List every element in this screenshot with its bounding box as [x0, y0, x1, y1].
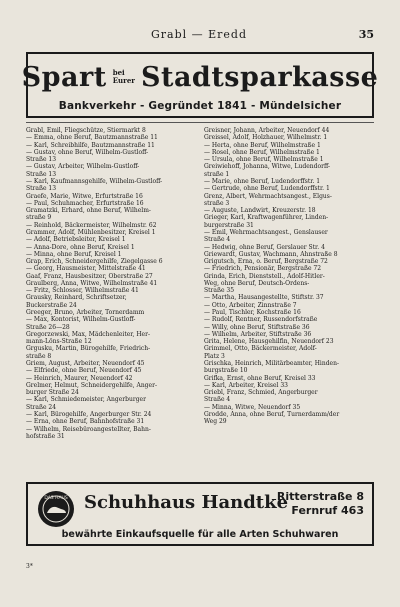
directory-entry: Gaaf, Franz, Hausbesitzer, Oberstraße 27: [26, 272, 153, 280]
directory-entry: — Karl, Schmiedemeister, Angerburger: [26, 396, 146, 404]
ad-subline: Bankverkehr - Gegründet 1841 - Mündelsicher: [58, 100, 342, 112]
directory-entry: burger Straße 24: [26, 389, 79, 397]
ad-headline: [21, 58, 379, 96]
directory-entry: — Wilhelm, Reisebüroangestellter, Bahn-: [26, 425, 151, 433]
directory-entry: Straße 4: [204, 396, 231, 404]
directory-entry: Gramatzki, Erhard, ohne Beruf, Wilhelm-: [26, 207, 151, 215]
directory-entry: Greissel, Adolf, Holzhauer, Wilhelmstr. 1: [204, 134, 328, 142]
ad-small-words: [113, 69, 135, 85]
directory-entry: — Anna-Dore, ohne Beruf, Kreisel 1: [26, 243, 135, 251]
divider: [26, 122, 374, 123]
page-header: [24, 28, 374, 44]
directory-entry: — Karl, Kaufmannsgehilfe, Wilhelm-Gustloff-: [26, 177, 163, 185]
ad-word-spart: Spart: [21, 61, 107, 93]
shop-phone: Fernruf 463: [291, 504, 364, 517]
directory-entry: — Marie, ohne Beruf, Ludendorffstr. 1: [204, 177, 321, 185]
directory-column-right: [204, 127, 376, 426]
directory-entry: — Max, Kontorist, Wilhelm-Gustloff-: [26, 316, 136, 324]
directory-entry: — Erna, ohne Beruf, Bahnhofstraße 31: [26, 418, 145, 426]
directory-entry: — Paul, Schuhmacher, Erfurtstraße 16: [26, 199, 144, 207]
ad-small-top: bei: [112, 68, 125, 77]
directory-entry: Grimmel, Otto, Bäckermeister, Adolf-: [204, 345, 317, 353]
directory-entry: — Auguste, Landwirt, Kreuzerstr. 18: [204, 207, 316, 215]
directory-entry: — Emma, ohne Beruf, Bautzmannstraße 11: [26, 134, 158, 142]
directory-entry: — Gertrude, ohne Beruf, Ludendorffstr. 1: [204, 185, 330, 193]
directory-entry: Straße 24: [26, 403, 57, 411]
directory-entry: Straße 13: [26, 185, 57, 193]
directory-entry: Grap, Erich, Schneidergehilfe, Ziegelgasse 6: [26, 258, 163, 266]
directory-entry: straße 3: [204, 199, 230, 207]
directory-entry: — Herta, ohne Beruf, Wilhelmstraße 1: [204, 141, 321, 149]
directory-entry: — Gustav, Arbeiter, Wilhelm-Gustloff-: [26, 163, 140, 171]
directory-entry: — Emil, Wehrmachtsangest., Genslauser: [204, 228, 328, 236]
ad-word-stadtsparkasse: Stadtsparkasse: [140, 61, 379, 93]
directory-entry: Grigutsch, Erna, o. Beruf, Bergstraße 72: [204, 258, 328, 266]
directory-entry: — Friedrich, Pensionär, Bergstraße 72: [204, 265, 322, 273]
directory-entry: — Heinrich, Maurer, Neuendorf 42: [26, 374, 133, 382]
directory-entry: Gregorzewski, Max, Mädchenleiter, Her-: [26, 330, 151, 338]
directory-entry: Straße 4: [204, 236, 231, 244]
directory-entry: Straße 13: [26, 156, 57, 164]
directory-entry: Grinda, Erich, Dienststell., Adolf-Hitler-: [204, 272, 325, 280]
directory-entry: Platz 3: [204, 352, 225, 360]
directory-entry: — Gustav, ohne Beruf, Wilhelm-Gustloff-: [26, 148, 149, 156]
shoe-shop-logo-icon: [36, 489, 76, 529]
directory-entry: burgstraße 10: [204, 367, 248, 375]
directory-entry: Straße 13: [26, 170, 57, 178]
directory-entry: Grabl, Emil, Fliegschütze, Stiermarkt 8: [26, 127, 146, 134]
directory-entry: Grammer, Adolf, Mühlenbesitzer, Kreisel 1: [26, 228, 156, 236]
directory-entry: Grgusku, Martin, Bürogehilfe, Friedrich-: [26, 345, 151, 353]
running-title: Grabl — Eredd: [150, 28, 248, 41]
directory-entry: — Rosel, ohne Beruf, Wilhelmstraße 1: [204, 148, 320, 156]
directory-entry: Grita, Helene, Hausgehilfin, Neuendorf 23: [204, 338, 334, 346]
directory-entry: Buckerstraße 24: [26, 301, 77, 309]
directory-entry: — Martha, Hausangestellte, Stiftstr. 37: [204, 294, 324, 302]
directory-entry: Griem, August, Arbeiter, Neuendorf 45: [26, 360, 145, 367]
directory-column-left: [26, 127, 198, 440]
directory-entry: Grifka, Ernst, ohne Beruf, Kreisel 33: [204, 374, 316, 382]
page-number: 35: [358, 28, 374, 41]
directory-entry: — Willy, ohne Beruf, Stiftstraße 36: [204, 323, 310, 331]
directory-entry: Graefe, Marie, Witwe, Erfurtstraße 16: [26, 192, 143, 200]
directory-entry: Griebl, Franz, Schmied, Angerburger: [204, 389, 318, 397]
directory-entry: — Adolf, Betriebsleiter, Kreisel 1: [26, 236, 126, 244]
directory-entry: — Ursula, ohne Beruf, Wilhelmstraße 1: [204, 156, 324, 164]
directory-entry: — Elfriede, ohne Beruf, Neuendorf 45: [26, 367, 142, 375]
directory-entry: straße 1: [204, 170, 230, 178]
directory-entry: — Otto, Arbeiter, Zinnstraße 7: [204, 301, 297, 309]
directory-entry: — Hedwig, ohne Beruf, Gerslauer Str. 4: [204, 243, 325, 251]
directory-entry: — Wilhelm, Arbeiter, Stiftstraße 36: [204, 330, 312, 338]
signature-mark: 3*: [26, 563, 33, 570]
shop-tagline: bewährte Einkaufsquelle für alle Arten Schuhwaren: [61, 529, 339, 540]
directory-entry: — Georg, Hausmeister, Mittelstraße 41: [26, 265, 146, 273]
directory-entry: — Minna, ohne Beruf, Kreisel 1: [26, 250, 122, 258]
shop-address: Ritterstraße 8: [276, 490, 364, 503]
directory-entry: mann-Löns-Straße 12: [26, 338, 92, 346]
directory-entry: — Fritz, Schlosser, Wilhelmstraße 41: [26, 287, 139, 295]
directory-entry: Grelmer, Helmut, Schneidergehilfe, Anger-: [26, 381, 157, 389]
directory-entry: Grausky, Reinhard, Schriftsetzer,: [26, 294, 127, 302]
directory-entry: — Reinhold, Bäckermeister, Wilhelmstr. 62: [26, 221, 157, 229]
shop-contact: [277, 490, 364, 518]
directory-entry: hofstraße 31: [26, 432, 65, 440]
directory-entry: — Karl, Schreibhilfe, Bautzmannstraße 11: [26, 141, 155, 149]
directory-entry: Greeger, Bruno, Arbeiter, Tornerdamm: [26, 309, 145, 317]
directory-entry: — Karl, Bürogehilfe, Angerburger Str. 24: [26, 410, 152, 418]
directory-entry: burgerstraße 31: [204, 221, 254, 229]
directory-entry: Grischka, Heinrich, Militärbeamter, Hinden-: [204, 360, 340, 367]
directory-entry: Grodde, Anna, ohne Beruf, Turnerdamm/der: [204, 410, 340, 418]
schuhhaus-handtke-advertisement: [26, 482, 374, 546]
stadtsparkasse-advertisement: [21, 52, 379, 118]
directory-entry: Grieger, Karl, Kraftwagenführer, Linden-: [204, 214, 329, 222]
directory-entry: Griewardt, Gustav, Wachmann, Ahnstraße 8: [204, 250, 338, 258]
shop-name: Schuhhaus Handtke: [84, 492, 289, 513]
directory-entry: Grenz, Albert, Wehrmachtsangest., Elgus-: [204, 192, 332, 200]
directory-entry: Weg, ohne Beruf, Deutsch-Ordens-: [204, 279, 310, 287]
directory-entry: Greiwiehoff, Johanna, Witwe, Ludendorff-: [204, 163, 331, 171]
directory-entry: Straße 35: [204, 287, 235, 295]
directory-entry: — Minna, Witwe, Neuendorf 35: [204, 403, 301, 411]
directory-entry: Graulberg, Anna, Witwe, Wilhelmstraße 41: [26, 279, 158, 287]
directory-entry: straße 8: [26, 352, 52, 360]
directory-entry: — Paul, Tischler, Kochstraße 16: [204, 309, 301, 317]
logo-text: DAS HAUS: [44, 496, 68, 501]
directory-entry: Greisner, Johann, Arbeiter, Neuendorf 44: [204, 127, 330, 134]
ad-small-bottom: Eurer: [112, 76, 135, 85]
directory-entry: Straße 26—28: [26, 323, 70, 331]
directory-entry: straße 9: [26, 214, 52, 222]
directory-entry: — Rudolf, Rentner, Russendorfstraße: [204, 316, 318, 324]
directory-entry: — Karl, Arbeiter, Kreisel 33: [204, 381, 288, 389]
directory-entry: Weg 29: [204, 418, 227, 426]
